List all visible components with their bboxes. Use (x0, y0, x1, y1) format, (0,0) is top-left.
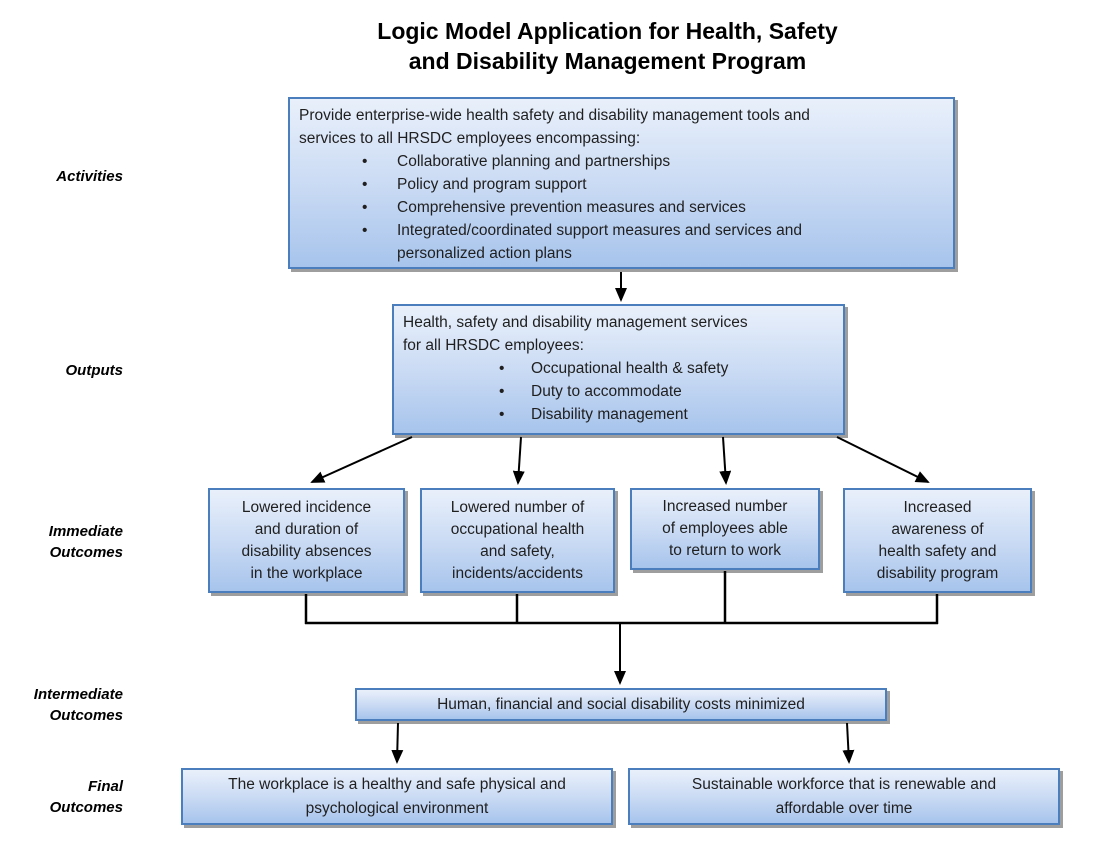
bullet-dot-icon: • (499, 360, 505, 377)
arrow-intermediate-to-final-2 (847, 723, 849, 762)
stage-label-immediate-outcomes: Immediate Outcomes (48, 523, 123, 561)
page-title-line-1: Logic Model Application for Health, Safety (377, 18, 838, 44)
activities-box (288, 97, 955, 269)
outputs-bullet: • Occupational health & safety (394, 357, 843, 380)
activities-bullet: • Policy and program support (290, 173, 953, 196)
outputs-bullet: • Duty to accommodate (394, 380, 843, 403)
immediate-outcome-box-2: Lowered number of occupational health and safety, incidents/accidents (420, 488, 615, 593)
activities-intro-line: services to all HRSDC employees encompassing: (299, 130, 641, 147)
intermediate-outcome-box: Human, financial and social disability costs minimized (355, 688, 887, 721)
immediate-outcome-box-3: Increased number of employees able to return to work (630, 488, 820, 570)
bullet-dot-icon: • (499, 383, 505, 400)
outputs-box (392, 304, 845, 435)
bullet-dot-icon: • (362, 153, 368, 170)
final-outcome-box-1: The workplace is a healthy and safe physical and psychological environment (181, 768, 613, 825)
immediate-outcome-box-1: Lowered incidence and duration of disability absences in the workplace (208, 488, 405, 593)
arrow-outputs-to-immediate-3 (723, 437, 726, 483)
stage-label-activities: Activities (56, 168, 123, 185)
bullet-dot-icon: • (362, 199, 368, 216)
activities-bullet: • Integrated/coordinated support measures and services and personalized action plans (290, 219, 953, 265)
activities-bullet: • Collaborative planning and partnerships (290, 150, 953, 173)
arrow-outputs-to-immediate-4 (837, 437, 928, 482)
final-outcome-box-2: Sustainable workforce that is renewable and affordable over time (628, 768, 1060, 825)
stage-label-final-outcomes: Final Outcomes (49, 778, 123, 816)
arrow-outputs-to-immediate-2 (518, 437, 521, 483)
arrow-outputs-to-immediate-1 (312, 437, 412, 482)
activities-bullet: • Comprehensive prevention measures and services (290, 196, 953, 219)
outputs-bullet: • Disability management (394, 403, 843, 426)
immediate-outcome-box-4: Increased awareness of health safety and disability program (843, 488, 1032, 593)
bullet-dot-icon: • (362, 176, 368, 193)
activities-intro-line: Provide enterprise-wide health safety and disability management tools and (299, 107, 810, 124)
bullet-dot-icon: • (499, 406, 505, 423)
arrow-intermediate-to-final-1 (397, 723, 398, 762)
outputs-intro-line: Health, safety and disability management services (403, 314, 748, 331)
stage-label-outputs: Outputs (65, 362, 123, 379)
bullet-dot-icon: • (362, 222, 368, 239)
page-title (120, 16, 1095, 76)
stage-label-intermediate-outcomes: Intermediate Outcomes (33, 686, 123, 724)
page-title-line-2: and Disability Management Program (408, 48, 807, 74)
outputs-intro-line: for all HRSDC employees: (403, 337, 584, 354)
